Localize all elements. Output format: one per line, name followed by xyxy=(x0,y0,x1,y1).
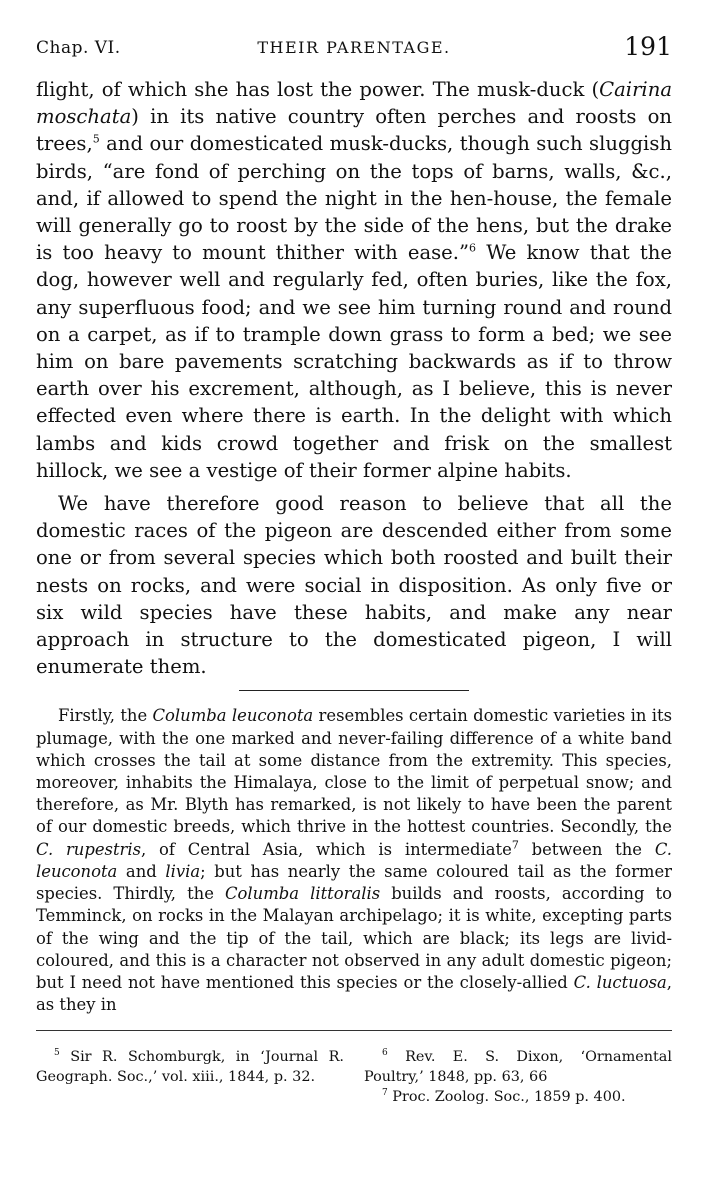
paragraph-1 xyxy=(36,76,672,484)
running-header xyxy=(36,24,672,66)
footnote-7 xyxy=(364,1087,672,1107)
s-species-1: Columba leuconota xyxy=(152,706,314,726)
s-text-7: builds and roosts, according to Temminck, on rocks in the Malayan archipelago; it is white, excepting parts of the wing and the tip of the tail, which are black; its legs are livid-coloured, and this is a character not observed in any adult domestic pigeon; but I need not have mentioned this species or the closely-allied xyxy=(36,884,672,992)
footnote-6-number: 6 xyxy=(382,1048,388,1059)
s-text-5: and xyxy=(117,861,166,881)
p1-text-c: and our domesticated musk-ducks, though such sluggish birds, “are fond of perching on the tops of barns, walls, &c., and, if allowed to spend the night in the hen-house, the female will generally go to roost by the side of the hens, but the drake is too heavy to mount thither with ease.” xyxy=(36,132,672,265)
s-species-4: livia xyxy=(165,861,201,881)
s-species-2: C. rupestris xyxy=(36,839,142,859)
p1-species-name: Cairina moschata xyxy=(36,78,672,129)
s-text-3: , of Central Asia, which is intermediate xyxy=(141,839,512,859)
footnote-ref-6: 6 xyxy=(469,241,477,255)
p1-text-a: flight, of which she has lost the power. The musk-duck ( xyxy=(36,78,600,101)
p1-text-b: ) in its native country often perches and roosts on trees, xyxy=(36,105,672,156)
s-text-6: ; but has nearly the same coloured tail as the former species. Thirdly, the xyxy=(36,861,672,904)
p1-text-d: We know that the dog, however well and regularly fed, often buries, like the fox, any superfluous food; and we see him turning round and round on a carpet, as if to trample down grass to form a bed; we see him on bare pavements scratching backwards as if to throw earth over his excrement, although, as I believe, this is never effected even where there is earth. In the delight with which lambs and kids crowd together and frisk on the smallest hillock, we see a vestige of their former alpine habits. xyxy=(36,241,673,482)
footnote-7-text: Proc. Zoolog. Soc., 1859 p. 400. xyxy=(387,1089,626,1105)
s-species-6: C. luctuosa xyxy=(573,972,667,992)
footnote-5-number: 5 xyxy=(54,1048,60,1059)
small-print-text xyxy=(36,705,672,1016)
footnote-ref-5: 5 xyxy=(92,132,100,146)
footnote-divider xyxy=(36,1030,672,1031)
page-number: 191 xyxy=(624,32,672,61)
s-species-3: C. leuconota xyxy=(36,839,672,881)
s-text-4: between the xyxy=(518,839,655,859)
footnote-5-text: Sir R. Schomburgk, in ‘Journal R. Geograph. Soc.,’ vol. xiii., 1844, p. 32. xyxy=(36,1049,344,1085)
s-text-2: resembles certain domestic varieties in its plumage, with the one marked and never-failing difference of a white band which crosses the tail at some distance from the extremity. This species, moreover, inhabits the Himalaya, close to the limit of perpetual snow; and therefore, as Mr. Blyth has remarked, is not likely to have been the parent of our domestic breeds, which thrive in the hottest countries. Secondly, the xyxy=(36,706,672,837)
s-species-5: Columba littoralis xyxy=(225,884,381,904)
footnotes-left-column xyxy=(36,1047,344,1107)
footnotes xyxy=(36,1047,672,1107)
main-text xyxy=(36,76,672,680)
footnotes-right-column xyxy=(364,1047,672,1107)
s-text-1: Firstly, the xyxy=(58,706,153,726)
footnote-5 xyxy=(36,1047,344,1087)
paragraph-3 xyxy=(36,705,672,1016)
footnote-ref-7: 7 xyxy=(511,838,519,852)
section-divider xyxy=(239,690,469,691)
s-text-8: , as they in xyxy=(36,972,672,1015)
paragraph-2: We have therefore good reason to believe that all the domestic races of the pigeon are descended either from some one or from several species which both roosted and built their nests on rocks, and were social in disposition. As only five or six wild species have these habits, and make any near approach in structure to the domesticated pigeon, I will enumerate them. xyxy=(36,492,672,679)
running-title: THEIR PARENTAGE. xyxy=(257,38,451,57)
footnote-6-text: Rev. E. S. Dixon, ‘Ornamental Poultry,’ 1848, pp. 63, 66 xyxy=(364,1049,672,1085)
chapter-label: Chap. VI. xyxy=(36,38,121,58)
footnote-6 xyxy=(364,1047,672,1087)
footnote-7-number: 7 xyxy=(382,1088,388,1099)
